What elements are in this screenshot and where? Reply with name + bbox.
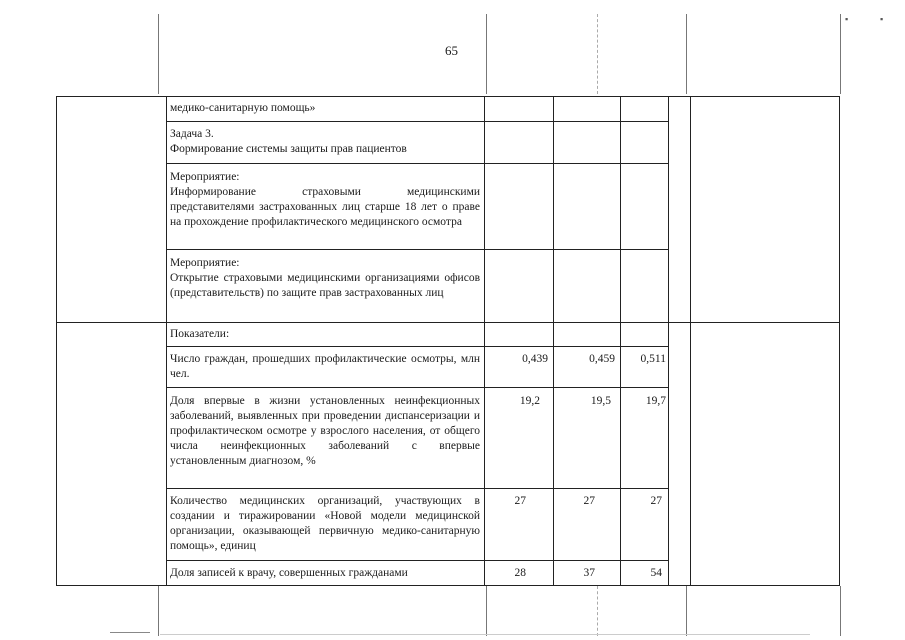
row-border [166, 163, 668, 164]
page-number: 65 [445, 43, 458, 58]
row-border [166, 346, 668, 347]
row-border [166, 249, 668, 250]
column-guide [686, 14, 687, 94]
column-border [690, 96, 691, 586]
row-text: Число граждан, прошедших профилактические осмотры, млн чел. [170, 353, 480, 380]
row-text: Доля записей к врачу, совершенных гражданами [170, 567, 408, 579]
value-cell-1: 19,2 [519, 395, 540, 407]
value-cell-3: 19,7 [645, 395, 666, 407]
column-guide [840, 586, 841, 636]
row-text: Количество медицинских организаций, участвующих в создании и тиражировании «Новой модели медицинской организации, оказывающей первичную медико-санитарную помощь», единиц [170, 495, 480, 552]
table-row [170, 494, 480, 554]
column-border [668, 96, 669, 586]
table-row [170, 327, 480, 342]
value-cell-2: 0,459 [589, 353, 615, 365]
table-row [170, 101, 480, 116]
scan-mark: ▪ [880, 14, 884, 24]
row-heading: Задача 3. [170, 128, 214, 140]
row-text: медико-санитарную помощь» [170, 102, 316, 114]
row-text: Открытие страховыми медицинскими организациями офисов (представительств) по защите прав застрахованных лиц [170, 272, 480, 299]
column-guide [486, 14, 487, 94]
value-cell-1: 27 [514, 495, 526, 507]
value-cell-2: 19,5 [590, 395, 611, 407]
value-cell-3: 0,511 [640, 353, 666, 365]
value-cell-3: 27 [650, 495, 662, 507]
table-row [170, 566, 480, 581]
row-border [166, 387, 668, 388]
value-cell-1: 28 [514, 567, 526, 579]
table-row [170, 127, 480, 157]
column-border [484, 96, 485, 586]
value-cell-3: 54 [650, 567, 662, 579]
row-heading: Мероприятие: [170, 171, 240, 183]
row-border [56, 322, 840, 323]
column-guide [597, 14, 598, 94]
row-border [166, 560, 668, 561]
column-border [166, 96, 167, 586]
row-heading: Показатели: [170, 328, 230, 340]
row-border [166, 488, 668, 489]
column-guide [158, 14, 159, 94]
column-guide [597, 586, 598, 636]
row-text: Формирование системы защиты прав пациентов [170, 143, 407, 155]
column-guide [686, 586, 687, 636]
table-row [170, 352, 480, 382]
column-guide [840, 14, 841, 94]
value-cell-1: 0,439 [522, 353, 548, 365]
column-border [620, 96, 621, 586]
table-row [170, 170, 480, 230]
row-text: Информирование страховыми медицинскими представителями застрахованных лиц старше 18 лет о праве на прохождение профилактического медицинского осмотра [170, 186, 480, 228]
scan-mark: ▪ [845, 14, 849, 24]
row-border [166, 121, 668, 122]
column-guide [158, 586, 159, 636]
bottom-rule [160, 634, 810, 635]
table-row [170, 256, 480, 301]
column-guide [486, 586, 487, 636]
value-cell-2: 27 [583, 495, 595, 507]
row-heading: Мероприятие: [170, 257, 240, 269]
value-cell-2: 37 [583, 567, 595, 579]
column-border [553, 96, 554, 586]
bottom-rule [110, 632, 150, 633]
table-row [170, 394, 480, 469]
row-text: Доля впервые в жизни установленных неинфекционных заболеваний, выявленных при проведении диспансеризации и профилактическом осмотре у взрослого населения, от общего числа неинфекционных заболеваний с впервые установленным диагнозом, % [170, 395, 480, 467]
